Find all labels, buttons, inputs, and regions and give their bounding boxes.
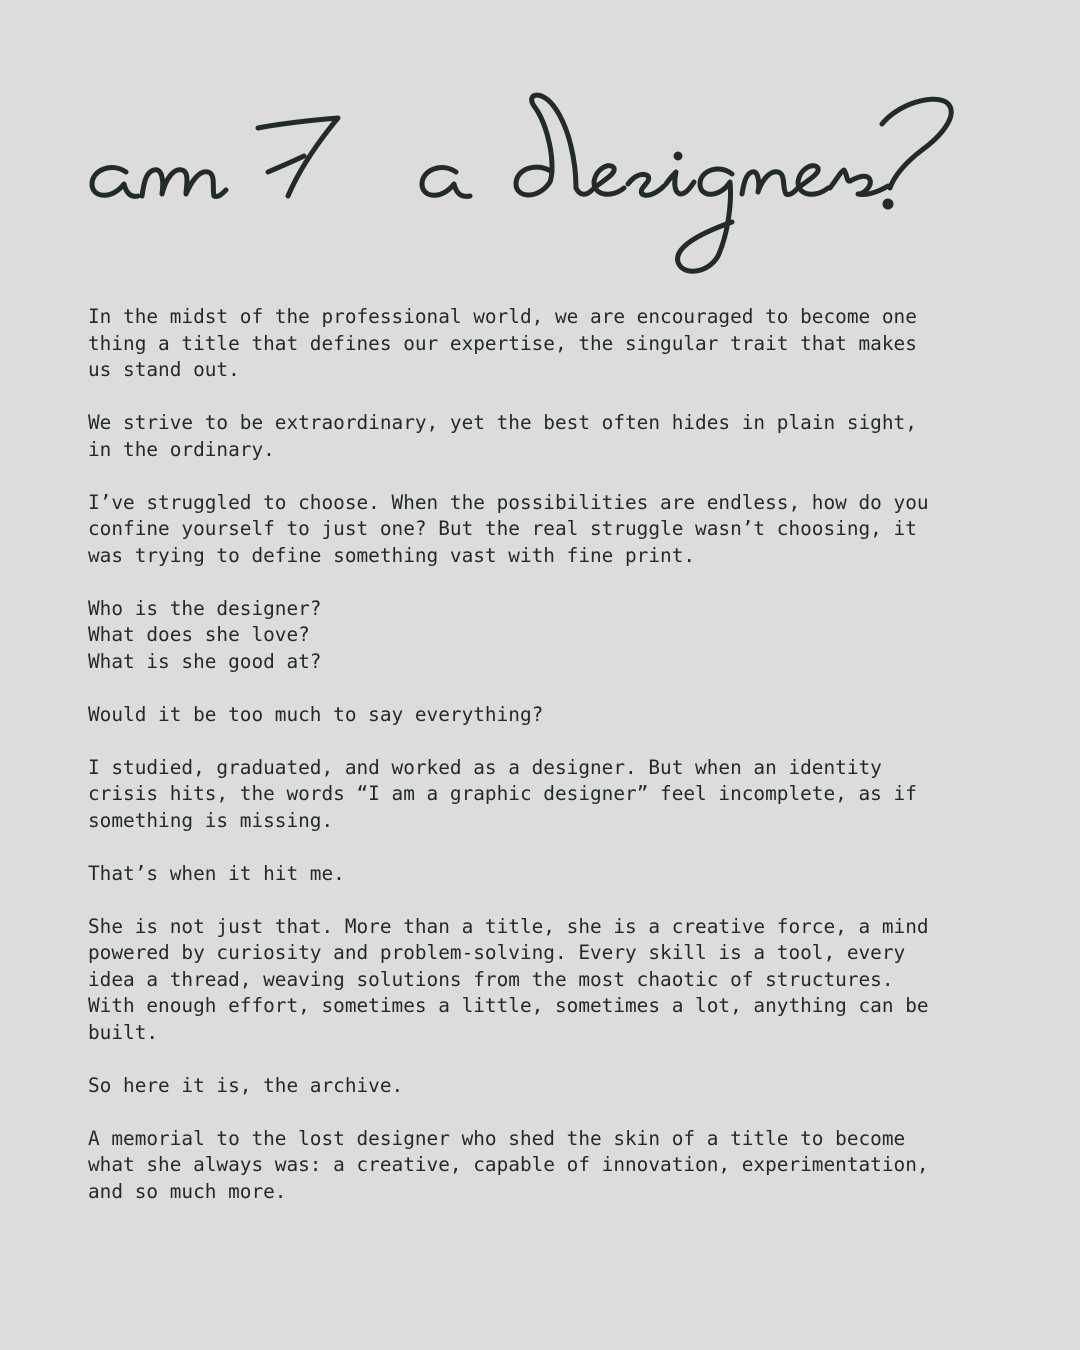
- paragraph-archive: So here it is, the archive.: [88, 1073, 404, 1097]
- paragraph-creative-force: She is not just that. More than a title, she is a creative force, a mind powered by curiosity and problem-solving. Every skill is a tool, every idea a thread, weaving solutions from the most chaotic of structures. With enough effort, sometimes a little, sometimes a lot, anything can be built.: [88, 914, 929, 1044]
- paragraph-ordinary: We strive to be extraordinary, yet the best often hides in plain sight, in the ordinary.: [88, 411, 917, 461]
- question-love: What does she love?: [88, 623, 310, 646]
- question-good-at: What is she good at?: [88, 649, 322, 673]
- paragraph-everything: Would it be too much to say everything?: [88, 702, 544, 726]
- handwritten-title: [82, 84, 962, 284]
- paragraph-struggle: I’ve struggled to choose. When the possibilities are endless, how do you confine yourself to just one? But the real struggle wasn’t choosing, it was trying to define something vast with fine print.: [88, 490, 929, 567]
- paragraph-studied: I studied, graduated, and worked as a designer. But when an identity crisis hits, the words “I am a graphic designer” feel incomplete, as if something is missing.: [88, 755, 917, 832]
- question-who: Who is the designer?: [88, 596, 322, 620]
- paragraph-memorial: A memorial to the lost designer who shed the skin of a title to become what she always was: a creative, capable of innovation, experimentation, and so much more.: [88, 1126, 929, 1203]
- paragraph-hit-me: That’s when it hit me.: [88, 861, 345, 885]
- handwritten-title-graphic: [82, 84, 962, 284]
- essay-body: [88, 304, 948, 1232]
- paragraph-intro: In the midst of the professional world, we are encouraged to become one thing a title that defines our expertise, the singular trait that makes us stand out.: [88, 305, 917, 381]
